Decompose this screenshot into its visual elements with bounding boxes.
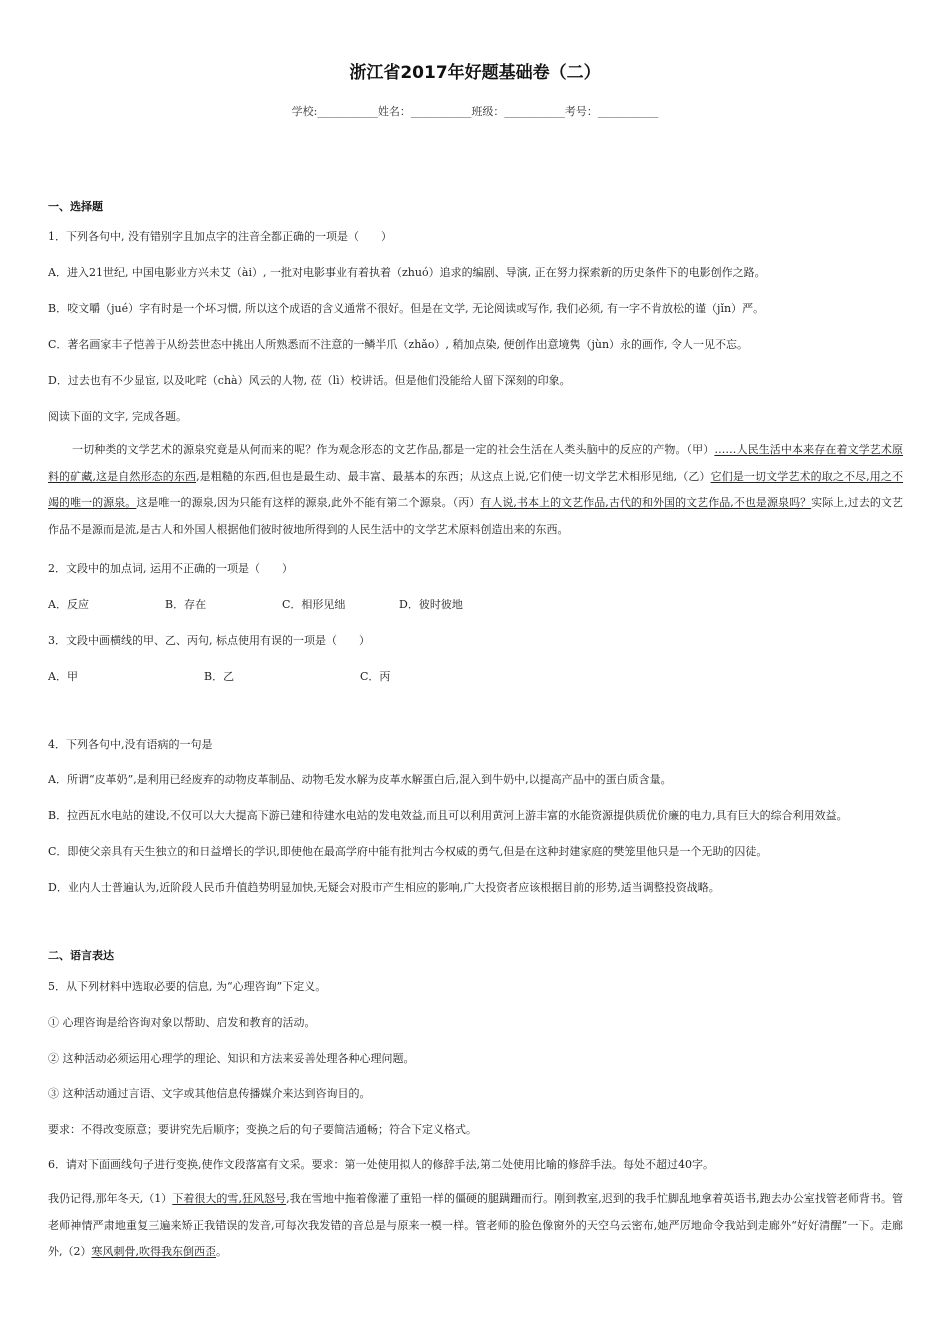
question-5-material-2: ② 这种活动必须运用心理学的理论、知识和方法来妥善处理各种心理问题。 [48,1052,415,1065]
question-6-stem: 6．请对下面画线句子进行变换,使作文段落富有文采。要求：第一处使用拟人的修辞手法,第二处使用比喻的修辞手法。每处不超过40字。 [48,1158,714,1171]
passage-underline-yi: 它们是一切文学艺术的取之不尽,用之不竭的唯一的源泉。 [48,469,904,509]
section-heading-language: 二、语言表达 [48,949,114,962]
q6-text-3: 。 [216,1245,227,1258]
q6-text-2: ,我在雪地中拖着像灌了重铅一样的僵硬的腿蹒跚而行。刚到教室,迟到的我手忙脚乱地拿着英语书,跑去办公室找管老师背书。管老师神情严肃地重复三遍来矫正我错误的发音,可每次我发错的音总是与原来一模一样。管老师的脸色像窗外的天空乌云密布,她严厉地命令我站到走廊外“好好清醒”一下。走廊外,（2） [48,1192,903,1258]
question-2-option-a: A．反应 [48,598,89,611]
question-1-option-a: A．进入21世纪, 中国电影业方兴未艾（ài）, 一批对电影事业有着执着（zhuó）追求的编剧、导演, 正在努力探索新的历史条件下的电影创作之路。 [48,266,766,279]
question-5-stem: 5．从下列材料中选取必要的信息, 为“心理咨询”下定义。 [48,980,327,993]
question-3-option-b: B．乙 [204,670,235,683]
passage-text-4: 实际上,过去的文艺作品不是源而是流,是古人和外国人根据他们彼时彼地所得到的人民生活中的文学艺术原料创造出来的东西。 [48,496,903,536]
passage-text-3: 这是唯一的源泉,因为只能有这样的源泉,此外不能有第二个源泉。（丙） [136,496,481,509]
passage-text-1: 一切种类的文学艺术的源泉究竟是从何而来的呢？作为观念形态的文艺作品,都是一定的社会生活在人类头脑中的反应的产物。（甲） [72,443,715,456]
exam-title: 浙江省2017年好题基础卷（二） [349,63,601,83]
question-3-option-a: A．甲 [48,670,78,683]
reading-passage [48,437,903,543]
question-3-option-c: C．丙 [360,670,391,683]
passage-underline-jia: ……人民生活中本来存在着文学艺术原料的矿藏,这是自然形态的东西 [48,443,903,483]
section-heading-choice: 一、选择题 [48,200,103,213]
question-6-passage [48,1186,903,1266]
reading-instruction: 阅读下面的文字, 完成各题。 [48,410,187,423]
student-info-line: 学校:___________姓名：___________班级：___________考号：___________ [291,105,659,118]
question-4-option-d: D．业内人士普遍认为,近阶段人民币升值趋势明显加快,无疑会对股市产生相应的影响,广大投资者应该根据目前的形势,适当调整投资战略。 [48,881,720,894]
question-5-material-3: ③ 这种活动通过言语、文字或其他信息传播媒介来达到咨询目的。 [48,1087,371,1100]
question-2-option-d: D．彼时彼地 [399,598,463,611]
question-2-option-b: B．存在 [165,598,207,611]
question-4-option-c: C．即使父亲具有天生独立的和日益增长的学识,即使他在最高学府中能有批判古今权威的勇气,但是在这种封建家庭的樊笼里他只是一个无助的囚徒。 [48,845,768,858]
question-3-stem: 3．文段中画横线的甲、乙、丙句, 标点使用有误的一项是（ ） [48,634,370,647]
question-1-option-b: B．咬文嚼（jué）字有时是一个坏习惯, 所以这个成语的含义通常不很好。但是在文学, 无论阅读或写作, 我们必须, 有一字不肯放松的谨（jǐn）严。 [48,302,765,315]
question-1-option-d: D．过去也有不少显宦, 以及叱咤（chà）风云的人物, 莅（lì）校讲话。但是他们没能给人留下深刻的印象。 [48,374,571,387]
question-4-option-a: A．所谓“皮革奶”,是利用已经废弃的动物皮革制品、动物毛发水解为皮革水解蛋白后,混入到牛奶中,以提高产品中的蛋白质含量。 [48,773,672,786]
passage-text-2: ,是粗糙的东西,但也是最生动、最丰富、最基本的东西；从这点上说,它们使一切文学艺术相形见绌,（乙） [196,469,711,483]
question-2-stem: 2．文段中的加点词, 运用不正确的一项是（ ） [48,562,293,575]
question-1-stem: 1．下列各句中, 没有错别字且加点字的注音全都正确的一项是（ ） [48,230,392,243]
q6-underline-1: 下着很大的雪,狂风怒号 [172,1192,287,1205]
question-4-stem: 4．下列各句中,没有语病的一句是 [48,738,213,751]
question-1-option-c: C．著名画家丰子恺善于从纷芸世态中挑出人所熟悉而不注意的一鳞半爪（zhǎo）, 稍加点染, 便创作出意境隽（jùn）永的画作, 令人一见不忘。 [48,338,749,351]
passage-underline-bing: 有人说,书本上的文艺作品,古代的和外国的文艺作品,不也是源泉吗？ [480,496,812,509]
question-4-option-b: B．拉西瓦水电站的建设,不仅可以大大提高下游已建和待建水电站的发电效益,而且可以利用黄河上游丰富的水能资源提供质优价廉的电力,具有巨大的综合利用效益。 [48,809,848,822]
q6-underline-2: 寒风刺骨,吹得我东倒西歪 [91,1245,216,1258]
question-2-option-c: C．相形见绌 [282,598,346,611]
question-5-requirements: 要求：不得改变原意；要讲究先后顺序；变换之后的句子要简洁通畅；符合下定义格式。 [48,1123,477,1136]
question-5-material-1: ① 心理咨询是给咨询对象以帮助、启发和教育的活动。 [48,1016,316,1029]
q6-text-1: 我仍记得,那年冬天,（1） [48,1192,173,1205]
